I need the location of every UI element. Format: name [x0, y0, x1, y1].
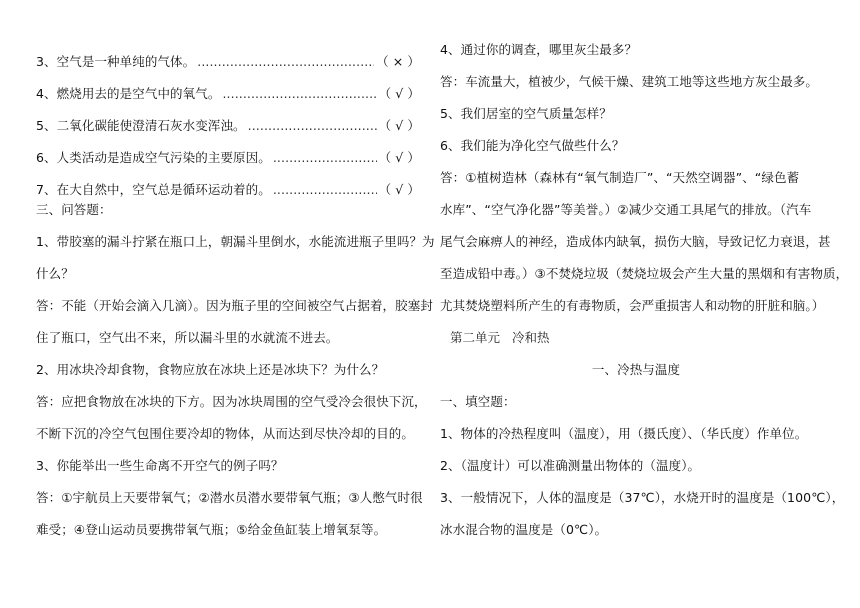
leader-dots: [197, 52, 374, 72]
fill-item-3-line-1: 3、一般情况下，人体的温度是（37℃），水烧开时的温度是（100℃），: [440, 490, 845, 505]
judge-item-3: [36, 40, 420, 72]
judge-item-text: 7、在大自然中，空气总是循环运动着的。: [36, 182, 271, 197]
section-title: 三、问答题：: [36, 202, 112, 217]
answer-6-line-2: 水库”、“空气净化器”等美誉。）②减少交通工具尾气的排放。（汽车: [440, 202, 812, 217]
judge-item-text: 3、空气是一种单纯的气体。: [36, 54, 196, 69]
judge-item-mark: （ √ ）: [378, 182, 420, 197]
answer-1-line-2: 住了瓶口，空气出不来，所以漏斗里的水就流不进去。: [36, 330, 339, 345]
answer-2-line-1: 答：应把食物放在冰块的下方。因为冰块周围的空气受冷会很快下沉，: [36, 394, 427, 409]
answer-1-line-1: 答：不能（开始会滴入几滴）。因为瓶子里的空间被空气占据着，胶塞封: [36, 298, 433, 313]
judge-item-mark: （ √ ）: [378, 118, 420, 133]
judge-item-mark: （ × ）: [376, 54, 420, 69]
answer-6-line-1: 答：①植树造林（森林有“氧气制造厂”、“天然空调器”、“绿色蓄: [440, 170, 800, 185]
question-4: 4、通过你的调查，哪里灰尘最多？: [440, 42, 638, 57]
answer-3-line-2: 难受；④登山运动员要携带氧气瓶；⑤给金鱼缸装上增氧泵等。: [36, 522, 387, 537]
judge-item-text: 5、二氧化碳能使澄清石灰水变浑浊。: [36, 118, 246, 133]
leader-dots: [222, 84, 376, 104]
answer-2-line-2: 不断下沉的冷空气包围住要冷却的物体，从而达到尽快冷却的目的。: [36, 426, 415, 441]
answer-6-line-5: 尤其焚烧塑料所产生的有毒物质，会严重损害人和动物的肝脏和脑。）: [440, 298, 825, 313]
judge-item-text: 4、燃烧用去的是空气中的氧气。: [36, 86, 221, 101]
judge-item-7: [36, 168, 420, 200]
leader-dots: [273, 180, 377, 200]
unit-heading: [440, 328, 832, 360]
question-6: 6、我们能为净化空气做些什么？: [440, 138, 625, 153]
left-column: [36, 40, 435, 552]
judge-item-text: 6、人类活动是造成空气污染的主要原因。: [36, 150, 271, 165]
judge-item-6: [36, 136, 420, 168]
answer-4: 答：车流量大，植被少，气候干燥、建筑工地等这些地方灰尘最多。: [440, 74, 819, 89]
unit-label: 第二单元: [450, 330, 501, 345]
fill-item-1: 1、物体的冷热程度叫（温度），用（摄氏度）、（华氏度）作单位。: [440, 426, 808, 441]
answer-6-line-4: 至造成铅中毒。）③不焚烧垃圾（焚烧垃圾会产生大量的黑烟和有害物质，: [440, 266, 849, 281]
judge-item-4: [36, 72, 420, 104]
question-5: 5、我们居室的空气质量怎样？: [440, 106, 612, 121]
fill-section-title: 一、填空题：: [440, 394, 516, 409]
judge-item-mark: （ √ ）: [378, 86, 420, 101]
leader-dots: [273, 148, 377, 168]
fill-item-3-line-2: 冰水混合物的温度是（0℃）。: [440, 522, 608, 537]
lesson-title: 一、冷热与温度: [591, 362, 681, 377]
unit-name: 冷和热: [512, 330, 550, 345]
answer-6-line-3: 尾气会麻痹人的神经，造成体内缺氧，损伤大脑，导致记忆力衰退，甚: [440, 234, 831, 249]
fill-item-2: 2、（温度计）可以准确测量出物体的（温度）。: [440, 458, 701, 473]
leader-dots: [248, 116, 377, 136]
question-3: 3、你能举出一些生命离不开空气的例子吗？: [36, 458, 284, 473]
right-column: [440, 40, 849, 552]
judge-item-5: [36, 104, 420, 136]
answer-3-line-1: 答：①宇航员上天要带氧气；②潜水员潜水要带氧气瓶；③人憋气时很: [36, 490, 423, 505]
question-1-line-1: 1、带胶塞的漏斗拧紧在瓶口上，朝漏斗里倒水，水能流进瓶子里吗？为: [36, 234, 435, 249]
question-2: 2、用冰块冷却食物，食物应放在冰块上还是冰块下？为什么？: [36, 362, 385, 377]
question-1-line-2: 什么？: [36, 266, 74, 281]
judge-item-mark: （ √ ）: [378, 150, 420, 165]
